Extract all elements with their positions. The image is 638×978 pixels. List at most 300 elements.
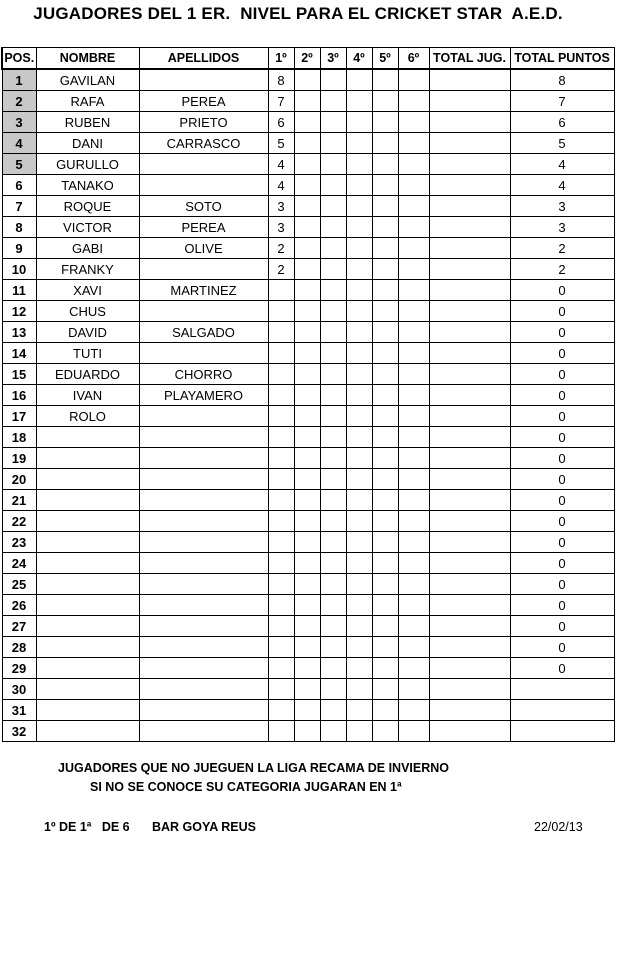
cell-r1 <box>268 637 294 658</box>
cell-nombre: EDUARDO <box>36 364 139 385</box>
cell-r5 <box>372 343 398 364</box>
cell-nombre: ROQUE <box>36 196 139 217</box>
cell-total: 0 <box>510 448 614 469</box>
cell-apellidos <box>139 469 268 490</box>
cell-r5 <box>372 595 398 616</box>
cell-r3 <box>320 133 346 154</box>
ranking-table <box>1 47 615 742</box>
cell-r3 <box>320 301 346 322</box>
cell-total: 3 <box>510 217 614 238</box>
cell-pos: 20 <box>2 469 36 490</box>
cell-total: 6 <box>510 112 614 133</box>
table-row <box>2 238 614 259</box>
cell-r1 <box>268 280 294 301</box>
cell-apellidos <box>139 595 268 616</box>
cell-total-jug <box>429 301 510 322</box>
cell-r4 <box>346 259 372 280</box>
cell-nombre: GURULLO <box>36 154 139 175</box>
cell-apellidos <box>139 532 268 553</box>
cell-r4 <box>346 532 372 553</box>
col-header-total-jug: TOTAL JUG. <box>429 48 510 70</box>
cell-r3 <box>320 385 346 406</box>
table-row <box>2 154 614 175</box>
cell-r1 <box>268 553 294 574</box>
cell-r2 <box>294 511 320 532</box>
cell-r6 <box>398 595 429 616</box>
cell-r3 <box>320 427 346 448</box>
cell-r4 <box>346 364 372 385</box>
cell-total-jug <box>429 595 510 616</box>
table-row <box>2 259 614 280</box>
table-row <box>2 511 614 532</box>
cell-total-jug <box>429 658 510 679</box>
cell-r1 <box>268 427 294 448</box>
table-row <box>2 721 614 742</box>
cell-r3 <box>320 196 346 217</box>
cell-pos: 18 <box>2 427 36 448</box>
cell-total-jug <box>429 217 510 238</box>
cell-pos: 21 <box>2 490 36 511</box>
footer-division: 1º DE 1ª DE 6 <box>44 820 130 834</box>
cell-r3 <box>320 469 346 490</box>
table-row <box>2 637 614 658</box>
cell-r4 <box>346 637 372 658</box>
cell-total-jug <box>429 469 510 490</box>
cell-r2 <box>294 238 320 259</box>
cell-total-jug <box>429 196 510 217</box>
cell-nombre <box>36 469 139 490</box>
cell-pos: 23 <box>2 532 36 553</box>
cell-r3 <box>320 406 346 427</box>
cell-r4 <box>346 238 372 259</box>
cell-total: 0 <box>510 406 614 427</box>
cell-r3 <box>320 154 346 175</box>
cell-nombre: TUTI <box>36 343 139 364</box>
cell-r4 <box>346 406 372 427</box>
cell-r5 <box>372 364 398 385</box>
cell-pos: 32 <box>2 721 36 742</box>
cell-total: 0 <box>510 658 614 679</box>
cell-r2 <box>294 700 320 721</box>
cell-apellidos: PEREA <box>139 217 268 238</box>
cell-pos: 22 <box>2 511 36 532</box>
table-row <box>2 385 614 406</box>
cell-r6 <box>398 406 429 427</box>
footer-venue: BAR GOYA REUS <box>152 820 256 834</box>
cell-r4 <box>346 217 372 238</box>
cell-pos: 29 <box>2 658 36 679</box>
cell-apellidos <box>139 427 268 448</box>
table-row <box>2 574 614 595</box>
cell-nombre <box>36 658 139 679</box>
cell-pos: 12 <box>2 301 36 322</box>
table-row <box>2 133 614 154</box>
cell-r4 <box>346 343 372 364</box>
cell-pos: 2 <box>2 91 36 112</box>
cell-r1: 6 <box>268 112 294 133</box>
cell-total: 4 <box>510 175 614 196</box>
cell-nombre: CHUS <box>36 301 139 322</box>
cell-total-jug <box>429 427 510 448</box>
cell-r5 <box>372 511 398 532</box>
cell-r5 <box>372 112 398 133</box>
cell-pos: 8 <box>2 217 36 238</box>
cell-r1: 2 <box>268 238 294 259</box>
cell-pos: 14 <box>2 343 36 364</box>
cell-r6 <box>398 553 429 574</box>
cell-r2 <box>294 217 320 238</box>
cell-pos: 1 <box>2 69 36 91</box>
cell-pos: 26 <box>2 595 36 616</box>
cell-r2 <box>294 280 320 301</box>
cell-total: 4 <box>510 154 614 175</box>
cell-r2 <box>294 175 320 196</box>
cell-pos: 13 <box>2 322 36 343</box>
cell-nombre <box>36 448 139 469</box>
cell-r1: 4 <box>268 154 294 175</box>
cell-r6 <box>398 511 429 532</box>
cell-r6 <box>398 154 429 175</box>
cell-r6 <box>398 679 429 700</box>
cell-total: 8 <box>510 69 614 91</box>
cell-r4 <box>346 175 372 196</box>
cell-r6 <box>398 637 429 658</box>
footer-date: 22/02/13 <box>534 820 583 834</box>
cell-total: 0 <box>510 490 614 511</box>
cell-r1: 4 <box>268 175 294 196</box>
cell-r2 <box>294 322 320 343</box>
cell-nombre: DAVID <box>36 322 139 343</box>
table-row <box>2 679 614 700</box>
cell-r4 <box>346 91 372 112</box>
header-row <box>2 48 614 70</box>
cell-r1 <box>268 343 294 364</box>
table-row <box>2 553 614 574</box>
cell-r2 <box>294 448 320 469</box>
cell-pos: 11 <box>2 280 36 301</box>
cell-nombre: GAVILAN <box>36 69 139 91</box>
cell-r3 <box>320 721 346 742</box>
cell-total-jug <box>429 154 510 175</box>
cell-r4 <box>346 700 372 721</box>
table-row <box>2 280 614 301</box>
cell-r5 <box>372 238 398 259</box>
table-row <box>2 490 614 511</box>
cell-pos: 31 <box>2 700 36 721</box>
cell-r5 <box>372 553 398 574</box>
cell-r4 <box>346 301 372 322</box>
col-header-round-3: 3º <box>320 48 346 70</box>
cell-r5 <box>372 91 398 112</box>
cell-r3 <box>320 112 346 133</box>
cell-apellidos: SALGADO <box>139 322 268 343</box>
cell-r5 <box>372 385 398 406</box>
table-row <box>2 112 614 133</box>
cell-r5 <box>372 637 398 658</box>
cell-r6 <box>398 427 429 448</box>
cell-r1 <box>268 490 294 511</box>
cell-r2 <box>294 259 320 280</box>
cell-r6 <box>398 469 429 490</box>
cell-r6 <box>398 574 429 595</box>
cell-nombre: RAFA <box>36 91 139 112</box>
cell-r5 <box>372 616 398 637</box>
col-header-round-6: 6º <box>398 48 429 70</box>
cell-r1 <box>268 301 294 322</box>
cell-r5 <box>372 196 398 217</box>
cell-r3 <box>320 343 346 364</box>
cell-r4 <box>346 490 372 511</box>
cell-r3 <box>320 553 346 574</box>
cell-nombre: FRANKY <box>36 259 139 280</box>
cell-r6 <box>398 700 429 721</box>
cell-pos: 7 <box>2 196 36 217</box>
table-row <box>2 322 614 343</box>
table-row <box>2 616 614 637</box>
cell-r1 <box>268 448 294 469</box>
cell-r2 <box>294 301 320 322</box>
cell-nombre <box>36 511 139 532</box>
cell-total: 0 <box>510 616 614 637</box>
cell-apellidos <box>139 721 268 742</box>
cell-r2 <box>294 427 320 448</box>
table-row <box>2 700 614 721</box>
cell-r1 <box>268 385 294 406</box>
cell-total-jug <box>429 679 510 700</box>
cell-r5 <box>372 217 398 238</box>
cell-apellidos <box>139 343 268 364</box>
cell-pos: 27 <box>2 616 36 637</box>
cell-r5 <box>372 532 398 553</box>
cell-r3 <box>320 217 346 238</box>
cell-nombre: VICTOR <box>36 217 139 238</box>
cell-r6 <box>398 721 429 742</box>
cell-r2 <box>294 196 320 217</box>
cell-r6 <box>398 238 429 259</box>
cell-nombre: XAVI <box>36 280 139 301</box>
cell-pos: 9 <box>2 238 36 259</box>
cell-r3 <box>320 574 346 595</box>
cell-total: 0 <box>510 301 614 322</box>
cell-total-jug <box>429 574 510 595</box>
col-header-total-puntos: TOTAL PUNTOS <box>510 48 614 70</box>
cell-r5 <box>372 69 398 91</box>
cell-nombre <box>36 595 139 616</box>
cell-pos: 3 <box>2 112 36 133</box>
table-row <box>2 595 614 616</box>
cell-total <box>510 679 614 700</box>
cell-r4 <box>346 69 372 91</box>
cell-r3 <box>320 175 346 196</box>
cell-r5 <box>372 721 398 742</box>
cell-r6 <box>398 301 429 322</box>
cell-nombre <box>36 490 139 511</box>
cell-pos: 4 <box>2 133 36 154</box>
cell-r3 <box>320 595 346 616</box>
cell-apellidos <box>139 448 268 469</box>
cell-apellidos: PLAYAMERO <box>139 385 268 406</box>
cell-pos: 25 <box>2 574 36 595</box>
cell-r5 <box>372 406 398 427</box>
cell-r2 <box>294 364 320 385</box>
cell-total-jug <box>429 133 510 154</box>
cell-nombre <box>36 616 139 637</box>
cell-nombre: IVAN <box>36 385 139 406</box>
cell-nombre <box>36 637 139 658</box>
cell-r1 <box>268 406 294 427</box>
cell-total-jug <box>429 364 510 385</box>
cell-total: 3 <box>510 196 614 217</box>
cell-r2 <box>294 133 320 154</box>
col-header-nombre: NOMBRE <box>36 48 139 70</box>
cell-pos: 6 <box>2 175 36 196</box>
cell-r6 <box>398 322 429 343</box>
cell-r1: 8 <box>268 69 294 91</box>
cell-r1: 3 <box>268 196 294 217</box>
cell-r3 <box>320 532 346 553</box>
cell-r6 <box>398 69 429 91</box>
table-body <box>2 69 614 742</box>
cell-r3 <box>320 511 346 532</box>
cell-total-jug <box>429 280 510 301</box>
cell-apellidos <box>139 69 268 91</box>
cell-r5 <box>372 322 398 343</box>
col-header-apellidos: APELLIDOS <box>139 48 268 70</box>
table-row <box>2 427 614 448</box>
cell-r1 <box>268 721 294 742</box>
cell-r1: 5 <box>268 133 294 154</box>
cell-nombre <box>36 574 139 595</box>
cell-r1 <box>268 595 294 616</box>
cell-r4 <box>346 196 372 217</box>
table-row <box>2 196 614 217</box>
cell-r6 <box>398 385 429 406</box>
cell-r5 <box>372 154 398 175</box>
cell-r2 <box>294 721 320 742</box>
cell-r4 <box>346 616 372 637</box>
cell-total-jug <box>429 322 510 343</box>
cell-apellidos <box>139 700 268 721</box>
cell-apellidos: MARTINEZ <box>139 280 268 301</box>
cell-r2 <box>294 469 320 490</box>
cell-r4 <box>346 595 372 616</box>
cell-total-jug <box>429 700 510 721</box>
cell-r4 <box>346 322 372 343</box>
cell-r5 <box>372 658 398 679</box>
table-row <box>2 448 614 469</box>
cell-apellidos <box>139 301 268 322</box>
cell-r4 <box>346 133 372 154</box>
cell-r2 <box>294 637 320 658</box>
cell-r6 <box>398 490 429 511</box>
cell-r5 <box>372 490 398 511</box>
cell-r5 <box>372 175 398 196</box>
cell-r4 <box>346 427 372 448</box>
cell-r1: 7 <box>268 91 294 112</box>
cell-r2 <box>294 658 320 679</box>
cell-total: 0 <box>510 595 614 616</box>
cell-r5 <box>372 700 398 721</box>
cell-r5 <box>372 679 398 700</box>
cell-r6 <box>398 91 429 112</box>
cell-r3 <box>320 364 346 385</box>
cell-total: 7 <box>510 91 614 112</box>
cell-total: 0 <box>510 553 614 574</box>
cell-total-jug <box>429 553 510 574</box>
cell-nombre <box>36 427 139 448</box>
cell-r3 <box>320 700 346 721</box>
cell-r2 <box>294 69 320 91</box>
cell-r1: 3 <box>268 217 294 238</box>
cell-pos: 24 <box>2 553 36 574</box>
cell-apellidos <box>139 406 268 427</box>
cell-r2 <box>294 490 320 511</box>
cell-total-jug <box>429 616 510 637</box>
cell-r5 <box>372 259 398 280</box>
cell-pos: 28 <box>2 637 36 658</box>
cell-r6 <box>398 175 429 196</box>
cell-r4 <box>346 511 372 532</box>
cell-total <box>510 721 614 742</box>
cell-total-jug <box>429 406 510 427</box>
cell-r6 <box>398 448 429 469</box>
cell-r2 <box>294 112 320 133</box>
cell-r6 <box>398 616 429 637</box>
table-row <box>2 69 614 91</box>
cell-apellidos: CHORRO <box>139 364 268 385</box>
cell-apellidos <box>139 616 268 637</box>
table-row <box>2 532 614 553</box>
cell-r5 <box>372 280 398 301</box>
cell-r3 <box>320 616 346 637</box>
cell-r6 <box>398 364 429 385</box>
cell-total-jug <box>429 91 510 112</box>
cell-total-jug <box>429 343 510 364</box>
cell-nombre: GABI <box>36 238 139 259</box>
cell-r5 <box>372 469 398 490</box>
cell-total: 2 <box>510 259 614 280</box>
cell-apellidos: PEREA <box>139 91 268 112</box>
cell-r3 <box>320 322 346 343</box>
cell-apellidos <box>139 574 268 595</box>
cell-nombre <box>36 679 139 700</box>
table-row <box>2 175 614 196</box>
cell-r5 <box>372 427 398 448</box>
note-line-2: SI NO SE CONOCE SU CATEGORIA JUGARAN EN 1ª <box>90 780 402 794</box>
cell-total: 0 <box>510 469 614 490</box>
cell-total: 0 <box>510 574 614 595</box>
cell-total: 0 <box>510 280 614 301</box>
cell-r1 <box>268 658 294 679</box>
table-row <box>2 364 614 385</box>
cell-apellidos: SOTO <box>139 196 268 217</box>
cell-total-jug <box>429 385 510 406</box>
cell-apellidos <box>139 553 268 574</box>
cell-apellidos: OLIVE <box>139 238 268 259</box>
cell-r1 <box>268 574 294 595</box>
cell-r6 <box>398 196 429 217</box>
cell-r5 <box>372 448 398 469</box>
cell-r6 <box>398 112 429 133</box>
cell-r6 <box>398 133 429 154</box>
cell-total <box>510 700 614 721</box>
cell-nombre: TANAKO <box>36 175 139 196</box>
cell-r1 <box>268 322 294 343</box>
cell-nombre <box>36 532 139 553</box>
cell-r2 <box>294 595 320 616</box>
table-row <box>2 658 614 679</box>
cell-r3 <box>320 238 346 259</box>
